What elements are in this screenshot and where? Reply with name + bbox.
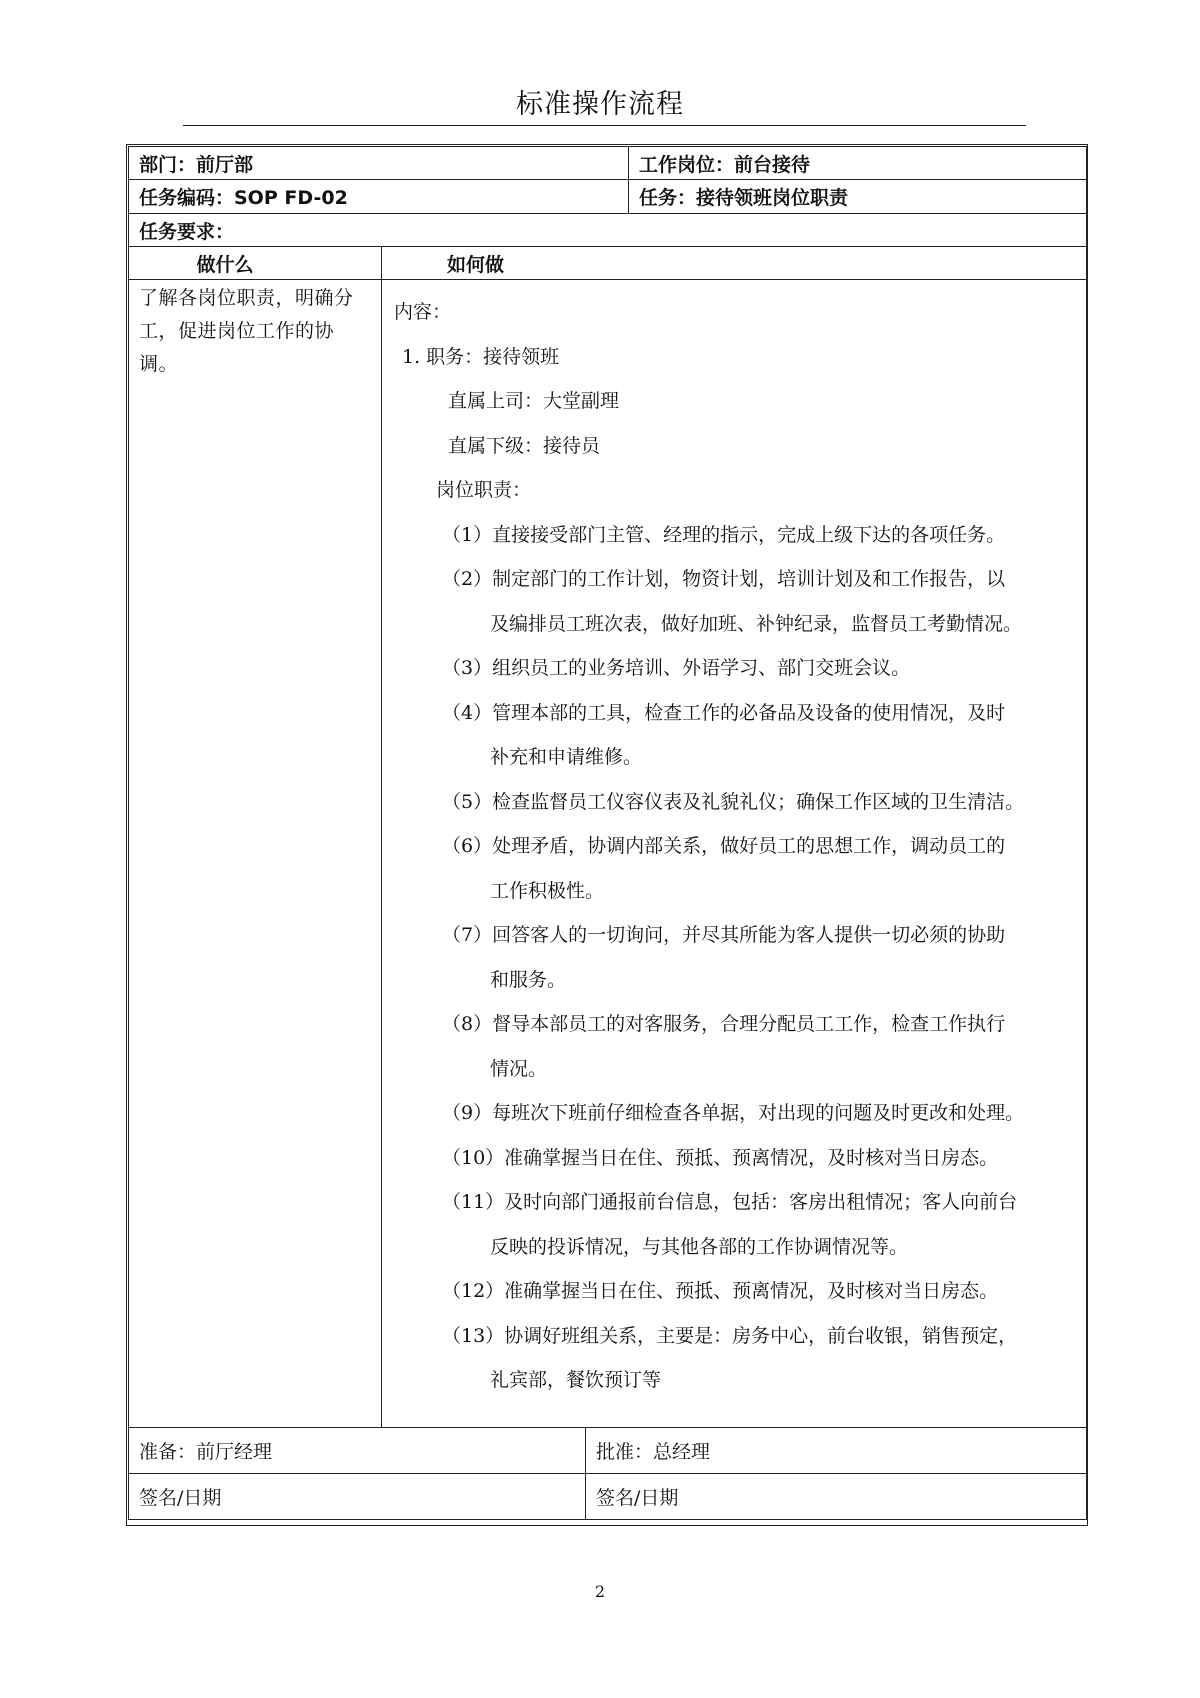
column-header-how: 如何做 (382, 247, 1087, 280)
prepared-by-cell: 准备：前厅经理 (129, 1428, 586, 1474)
how-line: 礼宾部，餐饮预订等 (490, 1369, 662, 1391)
sign-date-right-cell: 签名/日期 (586, 1474, 1087, 1520)
how-line: （12）准确掌握当日在住、预抵、预离情况，及时核对当日房态。 (442, 1280, 999, 1302)
title-underline (183, 125, 1026, 126)
sign-date-left-cell: 签名/日期 (129, 1474, 586, 1520)
task-code-cell: 任务编码：SOP FD-02 (129, 180, 629, 214)
how-line: 岗位职责： (436, 479, 532, 501)
approved-by-cell: 批准：总经理 (586, 1428, 1087, 1474)
how-cell (382, 280, 1087, 1428)
how-line: （11）及时向部门通报前台信息，包括：客房出租情况；客人向前台 (442, 1191, 1018, 1213)
sop-form-table (128, 146, 1087, 1520)
header-row-1 (129, 147, 1087, 180)
how-line: （8）督导本部员工的对客服务，合理分配员工工作，检查工作执行 (442, 1013, 1006, 1035)
how-line: （13）协调好班组关系，主要是：房务中心，前台收银，销售预定， (442, 1324, 1018, 1347)
how-line: 1. 职务：接待领班 (402, 345, 560, 368)
how-line: 及编排员工班次表，做好加班、补钟纪录，监督员工考勤情况。 (490, 612, 1023, 635)
column-header-what: 做什么 (129, 247, 382, 280)
requirements-row (129, 214, 1087, 247)
how-line: 和服务。 (490, 968, 567, 991)
how-line: 补充和申请维修。 (490, 746, 643, 768)
page-number: 2 (594, 1582, 606, 1601)
content-row (129, 280, 1087, 1428)
document-title: 标准操作流程 (516, 89, 684, 120)
how-line: 反映的投诉情况，与其他各部的工作协调情况等。 (490, 1235, 909, 1258)
how-line: （6）处理矛盾，协调内部关系，做好员工的思想工作，调动员工的 (442, 835, 1006, 857)
how-line: （2）制定部门的工作计划，物资计划，培训计划及和工作报告，以 (442, 568, 1006, 590)
how-line: 直属上司：大堂副理 (448, 390, 620, 412)
how-line: （3）组织员工的业务培训、外语学习、部门交班会议。 (442, 657, 911, 679)
position-cell: 工作岗位：前台接待 (629, 147, 1087, 180)
how-line: （10）准确掌握当日在住、预抵、预离情况，及时核对当日房态。 (442, 1146, 999, 1169)
how-lines-list (394, 290, 1076, 1403)
how-line: 内容： (394, 301, 452, 323)
footer-row-signature (129, 1474, 1087, 1520)
what-cell: 了解各岗位职责，明确分工，促进岗位工作的协调。 (129, 280, 382, 1428)
department-cell: 部门：前厅部 (129, 147, 629, 180)
how-line: （7）回答客人的一切询问，并尽其所能为客人提供一切必须的协助 (442, 924, 1006, 946)
how-line: 直属下级：接待员 (448, 434, 601, 457)
header-row-2 (129, 180, 1087, 214)
requirements-label: 任务要求： (129, 214, 1087, 247)
how-line: （1）直接接受部门主管、经理的指示，完成上级下达的各项任务。 (442, 523, 1006, 546)
how-line: 情况。 (490, 1057, 548, 1080)
how-line: 工作积极性。 (490, 879, 605, 902)
how-line: （5）检查监督员工仪容仪表及礼貌礼仪；确保工作区域的卫生清洁。 (442, 790, 1025, 813)
column-header-row (129, 247, 1087, 280)
footer-row-prepared (129, 1428, 1087, 1474)
how-line: （4）管理本部的工具，检查工作的必备品及设备的使用情况，及时 (442, 701, 1006, 724)
task-cell: 任务：接待领班岗位职责 (629, 180, 1087, 214)
how-line: （9）每班次下班前仔细检查各单据，对出现的问题及时更改和处理。 (442, 1102, 1025, 1124)
